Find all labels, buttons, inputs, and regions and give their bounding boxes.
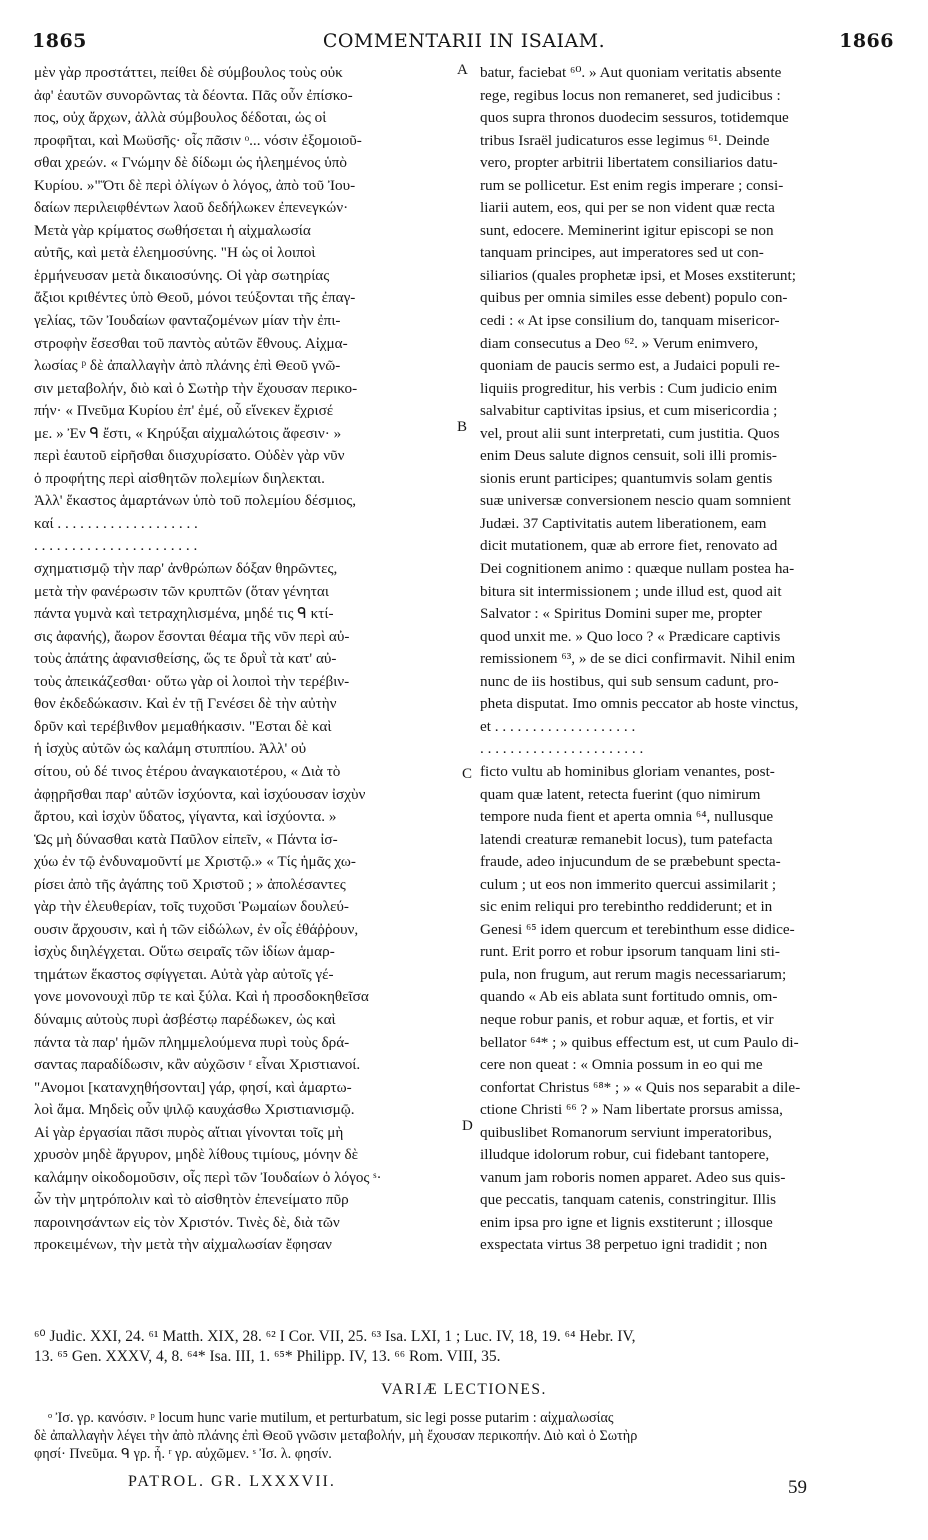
text-line: σίτου, οὐ δέ τινος ἑτέρου ἀναγκαιοτέρου, « Διὰ τὸ [34,762,341,780]
text-line: enim ipsa pro igne et lignis exstiterunt ; illosque [480,1213,773,1231]
text-line: exspectata virtus 38 perpetuo igni tradidit ; non [480,1236,768,1254]
text-line: pula, non frugum, aut rerum magis necessariarum; [480,965,787,983]
text-line: περὶ ἑαυτοῦ εἰρῆσθαι διισχυρίσατο. Οὐδὲν γὰρ νῦν [34,447,345,465]
text-line: vel, prout alii sunt interpretati, cum justitia. Quos [480,424,780,442]
text-line: γὰρ τὴν ἐλευθερίαν, τοῖς τυχοῦσι Ῥωμαίων δουλεύ- [34,898,349,916]
left-column-number: 1865 [32,30,87,52]
margin-letter-a: A [457,62,468,78]
latin-text-column [480,62,894,1257]
text-line: σαντας παραδίδωσιν, κἂν αὐχῶσιν ʳ εἶναι Χριστιανοί. [34,1056,361,1074]
text-line: . . . . . . . . . . . . . . . . . . . . . . [480,740,644,758]
text-line: vanum jam roboris nomen apparet. Adeo sus quis- [480,1168,786,1186]
text-line: θον ἐκδεδώκασιν. Καὶ ἐν τῇ Γενέσει δὲ τὴν αὐτὴν [34,695,337,713]
variant-reading-line-2: δὲ ἀπαλλαγὴν λέγει τὴν ἀπὸ πλάνης ἐπὶ Θεοῦ γνῶσιν μεταβολήν, μὴ ἔχουσαν περικοπήν. Διὸ καὶ ὁ Σωτὴρ [34,1428,638,1444]
text-line: quos supra thronos duodecim sessuros, totidemque [480,109,789,127]
text-line: liarii autem, eos, qui per se non vident quæ recta [480,199,775,217]
variant-reading-line-3: φησί· Πνεῦμα. ᑫ γρ. ἧ. ʳ γρ. αὐχῶμεν. ˢ Ἰσ. λ. φησίν. [34,1446,332,1462]
text-line: suæ universæ conversionem nescio quam somnient [480,492,791,510]
text-line: nunc de iis hostibus, qui sub sensum cadunt, pro- [480,672,779,690]
text-line: quibuslibet Romanorum serviunt imperatoribus, [480,1123,772,1141]
text-line: δύναμις αὐτοὺς πυρὶ ἀσβέστῳ παρέδωκεν, ὡς καὶ [34,1010,336,1028]
text-line: salvabitur captivitas ipsius, et cum misericordia ; [480,402,778,420]
text-line: σιν μεταβολήν, διὸ καὶ ὁ Σωτὴρ τὴν ἔχουσαν περικο- [34,379,358,397]
text-line: ὧν τὴν μητρόπολιν καὶ τὸ αἰσθητὸν ἐπενείματο πῦρ [34,1191,349,1209]
text-line: σχηματισμῷ τὴν παρ' ἀνθρώπων δόξαν θηρῶντες, [34,560,338,578]
text-line: καλάμην οἰκοδομοῦσιν, οἷς περὶ τῶν Ἰουδαίων ὁ λόγος ˢ· [34,1168,382,1186]
text-line: δρῦν καὶ τερέβινθον μεμαθήκασιν. "Εσται δὲ καὶ [34,717,332,735]
text-line: ὁ προφήτης περὶ αἰσθητῶν πολεμίων διηλεκται. [34,469,325,487]
text-line: ἀφῃρῆσθαι παρ' αὐτῶν ἰσχύοντα, καὶ ἰσχύουσαν ἰσχὺν [34,785,366,803]
text-line: γονε μονονουχὶ πῦρ τε καὶ ξύλα. Καὶ ἡ προσδοκηθεῖσα [34,988,369,1006]
text-line: ἡ ἰσχὺς αὐτῶν ὡς καλάμη στυππίου. Ἀλλ' οὐ [34,740,307,758]
text-line: bellator ⁶⁴* ; » quibus effectum est, ut cum Paulo di- [480,1033,799,1051]
text-line: tribus Israël judicaturos esse legimus ⁶¹. Deinde [480,131,770,149]
text-line: μετὰ τὴν φανέρωσιν τῶν κρυπτῶν (ὅταν γένηται [34,582,329,600]
text-line: ctione Christi ⁶⁶ ? » Nam libertate prorsus amissa, [480,1101,783,1119]
text-line: Αἱ γὰρ ἐργασίαι πᾶσι πυρὸς αἴτιαι γίνονται τοῖς μὴ [34,1123,344,1141]
footnotes-line-1: ⁶⁰ Judic. XXI, 24. ⁶¹ Matth. XIX, 28. ⁶² I Cor. VII, 25. ⁶³ Isa. LXI, 1 ; Luc. IV, 18, 19. ⁶⁴ Hebr. IV, [34,1328,636,1345]
text-line: sic enim reliqui pro terebintho reddiderunt; et in [480,898,773,916]
text-line: fraude, adeo injucundum de se præbebunt specta- [480,853,781,871]
text-line: Genesi ⁶⁵ idem quercum et terebinthum esse didice- [480,920,795,938]
text-line: que peccatis, tanquam catenis, constringitur. Illis [480,1191,777,1209]
margin-letter-d: D [462,1118,473,1134]
text-line: καί . . . . . . . . . . . . . . . . . . . [34,514,198,532]
text-line: remissionem ⁶³, » de se dici confirmavit. Nihil enim [480,650,796,668]
text-line: ficto vultu ab hominibus gloriam venantes, post- [480,762,775,780]
footnotes-line-2: 13. ⁶⁵ Gen. XXXV, 4, 8. ⁶⁴* Isa. III, 1. ⁶⁵* Philipp. IV, 13. ⁶⁶ Rom. VIII, 35. [34,1348,501,1365]
margin-letter-c: C [462,766,473,782]
text-line: πήν· « Πνεῦμα Κυρίου ἐπ' ἐμέ, οὗ εἵνεκεν ἔχρισέ [34,402,334,420]
text-line: πάντα γυμνὰ καὶ τετραχηλισμένα, μηδέ τις ᑫ κτί- [34,605,334,623]
text-line: Ἀλλ' ἕκαστος ἁμαρτάνων ὑπὸ τοῦ πολεμίου δέσμιος, [34,492,357,510]
text-line: cere non queat : « Omnia possum in eo qui me [480,1056,763,1074]
text-line: τημάτων ἕκαστος σφίγγεται. Αὐτὰ γὰρ αὐτοῖς γέ- [34,965,334,983]
text-line: quod unxit me. » Quo loco ? « Prædicare captivis [480,627,781,645]
text-line: cedi : « At ipse consilium do, tanquam misericor- [480,312,780,330]
text-line: ἄρτου, καὶ ἰσχὺν ὕδατος, γίγαντα, καὶ ἰσχύοντα. » [34,808,337,826]
text-line: quando « Ab eis ablata sunt fortitudo omnis, om- [480,988,778,1006]
text-line: pheta disputat. Imo omnis peccator ab hoste vinctus, [480,695,799,713]
text-line: στροφὴν ἔσεσθαι τοῦ παντὸς αὐτῶν ἔθνους. Αἰχμα- [34,334,348,352]
text-line: liquiis progreditur, his verbis : Cum judicio enim [480,379,778,397]
margin-letter-b: B [457,419,468,435]
text-line: πος, οὐχ ἄρχων, ἀλλὰ σύμβουλος δέδοται, ὡς οἱ [34,109,327,127]
text-line: rege, regibus locus non remaneret, sed judicibus : [480,86,781,104]
text-line: αὐτῆς, καὶ μετὰ ἐλεημοσύνης. "Η ὡς οἱ λοιποὶ [34,244,316,262]
text-line: Κυρίου. »"Ὅτι δὲ περὶ ὀλίγων ὁ λόγος, ἀπὸ τοῦ Ἰου- [34,176,356,194]
text-line: tanquam principes, aut imperatores sed ut con- [480,244,764,262]
text-line: "Ανομοι [κατανχηθήσονται] γάρ, φησί, καὶ ἁμαρτω- [34,1078,352,1096]
text-line: πάντα τὰ παρ' ἡμῶν πλημμελούμενα πυρὶ τοὺς δρά- [34,1033,350,1051]
text-line: quam quæ latent, retecta fuerint (quo nimirum [480,785,761,803]
text-line: rum se pollicetur. Est enim regis imperare ; consi- [480,176,784,194]
text-line: με. » Ἐν ᑫ ἔστι, « Κηρύξαι αἰχμαλώτοις ἄφεσιν· » [34,424,342,442]
text-line: σις ἀφανής), ἄωρον ἔσονται θέαμα τῆς νῦν περὶ αὐ- [34,627,350,645]
text-line: προφῆται, καὶ Μωϋσῆς· οἷς πᾶσιν ᵒ... νόσιν ἐξομοιοῦ- [34,131,362,149]
text-line: quibus per omnia similes esse debent) populo con- [480,289,788,307]
text-line: tempore nuda fient et aperta omnia ⁶⁴, nullusque [480,808,774,826]
text-line: sionis erunt participes; quantumvis solam gentis [480,469,773,487]
text-line: λοὶ ἅμα. Μηδεὶς οὖν ψιλῷ καυχάσθω Χριστιανισμῷ. [34,1101,355,1119]
text-line: μὲν γὰρ προστάττει, πείθει δὲ σύμβουλος τοὺς οὐκ [34,64,343,81]
variae-lectiones-heading: VARIÆ LECTIONES. [381,1381,547,1398]
text-line: χύω ἐν τῷ ἐνδυναμοῦντί με Χριστῷ.» « Τίς ἡμᾶς χω- [34,853,356,871]
text-line: neque robur panis, et robur aquæ, et fortis, et vir [480,1010,774,1028]
text-line: enim Deus salute dignos censuit, soli illi promis- [480,447,777,465]
text-line: ἀφ' ἑαυτῶν συνορῶντας τὰ δέοντα. Πᾶς οὖν ἐπίσκο- [34,86,353,104]
right-column-number: 1866 [839,30,894,52]
text-line: τοὺς ἀπεικάζεσθαι· οὕτω γὰρ οἱ λοιποὶ τὴν τερέβιν- [34,672,350,690]
text-line: λωσίας ᵖ δὲ ἀπαλλαγὴν ἀπὸ πλάνης ἐπὶ Θεοῦ γνῶ- [34,357,341,375]
text-line: . . . . . . . . . . . . . . . . . . . . . . [34,537,198,555]
text-line: ρίσει ἀπὸ τῆς ἀγάπης τοῦ Χριστοῦ ; » ἀπολέσαντες [34,875,346,893]
text-line: χρυσὸν μηδὲ ἄργυρον, μηδὲ λίθους τιμίους, μόνην δὲ [34,1146,359,1164]
text-line: diam consecutus a Deo ⁶². » Verum enimvero, [480,334,759,352]
text-line: latendi creaturæ remanebit locus), tum patefacta [480,830,773,848]
text-line: et . . . . . . . . . . . . . . . . . . . [480,717,636,735]
text-line: προκειμένων, τὴν μετὰ τὴν αἰχμαλωσίαν ἔφησαν [34,1236,332,1254]
text-line: ουσιν ἄρχουσιν, καὶ ἡ τῶν εἰδώλων, ἐν οἷς ἐθάῤῥουν, [34,920,359,938]
text-line: σθαι χρεών. « Γνώμην δὲ δίδωμι ὡς ἠλεημένος ὑπὸ [34,154,347,172]
series-signature: PATROL. GR. LXXXVII. [128,1473,336,1490]
text-line: ἑρμήνευσαν μετὰ δικαιοσύνης. Οἱ γὰρ σωτηρίας [34,266,330,284]
text-line: dicit mutationem, quæ ab errore fiet, renovato ad [480,537,778,555]
text-line: γελίας, τῶν Ἰουδαίων φανταζομένων μίαν τὴν ἐπι- [34,312,341,330]
text-line: Μετὰ γὰρ κρίματος σωθήσεται ἡ αἰχμαλωσία [34,221,311,239]
text-line: Judæi. 37 Captivitatis autem liberationem, eam [480,514,767,532]
text-line: batur, faciebat ⁶⁰. » Aut quoniam veritatis absente [480,64,782,81]
page-number: 59 [788,1477,807,1498]
text-line: culum ; ut eos non immerito quercui assimilarit ; [480,875,777,893]
running-title: COMMENTARII IN ISAIAM. [322,30,606,52]
text-line: vero, propter arbitrii libertatem consiliarios datu- [480,154,778,172]
variant-reading-line-1: ᵒ Ἰσ. γρ. κανόσιν. ᵖ locum hunc varie mutilum, et perturbatum, sic legi posse putarim : αἰχμαλωσίας [48,1410,614,1426]
text-line: ἄξιοι κριθέντες ὑπὸ Θεοῦ, μόνοι τεύξονται τῆς ἐπαγ- [34,289,356,307]
text-line: bitura sit intermissionem ; unde illud est, quod ait [480,582,782,600]
text-line: siliarios (quales prophetæ ipsi, et Moses exstiterunt; [480,266,796,284]
text-line: runt. Erit porro et robur ipsorum tanquam lini sti- [480,943,780,961]
text-line: τοὺς ἀπάτης ἀφανισθείσης, ὥς τε δρυῒ τὰ κατ' αὐ- [34,650,337,668]
text-line: Ὡς μὴ δύνασθαι κατὰ Παῦλον εἰπεῖν, « Πάντα ἰσ- [34,830,338,848]
text-line: παροινησάντων εἰς τὸν Χριστόν. Τινὲς δὲ, διὰ τῶν [34,1213,340,1231]
text-line: ἰσχὺς διηλέγχεται. Οὕτω σειραῖς τῶν ἰδίων ἁμαρ- [34,943,335,961]
greek-text-column [34,62,450,1257]
text-line: Salvator : « Spiritus Domini super me, propter [480,605,762,623]
text-line: sunt, edocere. Meminerint igitur episcopi se non [480,221,774,239]
text-line: Dei cognitionem animo : quæque nullam postea ha- [480,560,795,578]
text-line: illudque idolorum robur, cui fidebant tantopere, [480,1146,770,1164]
text-line: confortat Christus ⁶⁸* ; » « Quis nos separabit a dile- [480,1078,801,1096]
text-line: quoniam de paucis sermo est, a Judaici populi re- [480,357,780,375]
text-line: δαίων περιλειφθέντων λαοῦ δεδήλωκεν ἐπενεγκών· [34,199,349,217]
